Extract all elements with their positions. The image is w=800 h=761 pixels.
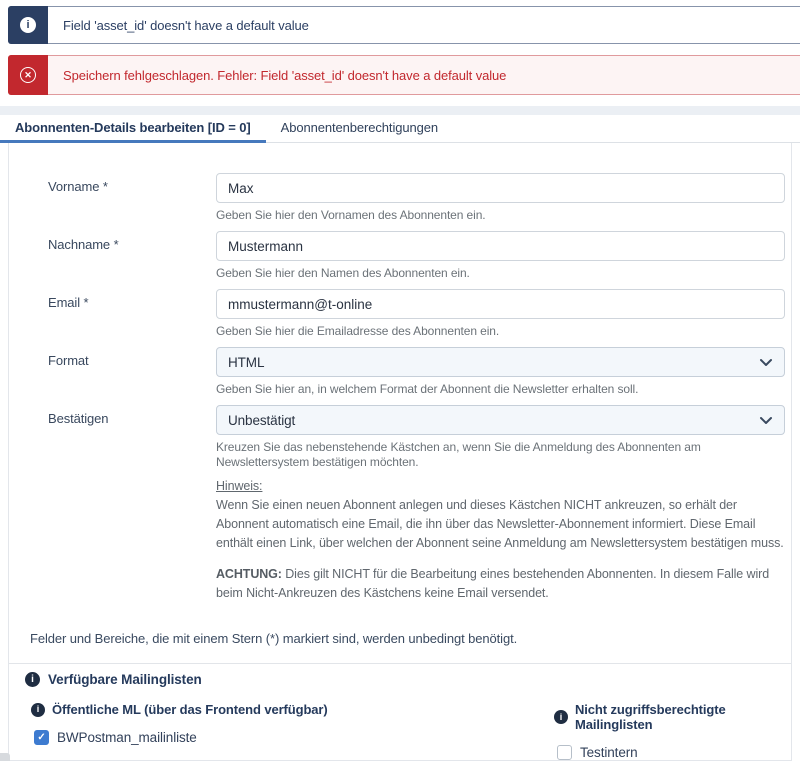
info-icon: i	[554, 710, 568, 724]
info-alert-message: Field 'asset_id' doesn't have a default value	[63, 17, 309, 33]
info-icon: i	[31, 703, 45, 717]
chevron-down-icon	[759, 356, 773, 369]
bestaetigen-label: Bestätigen	[48, 411, 109, 426]
testintern-label: Testintern	[580, 745, 638, 760]
chevron-down-icon	[759, 414, 773, 427]
nachname-help: Geben Sie hier den Namen des Abonnenten ein.	[216, 266, 470, 280]
info-alert	[8, 6, 800, 44]
restricted-mailinglists-header: Nicht zugriffsberechtigte Mailinglisten	[575, 702, 726, 732]
mailinglists-section	[9, 664, 791, 760]
subscriber-form-panel	[8, 143, 792, 761]
hint-warning	[216, 565, 785, 603]
bestaetigen-help: Kreuzen Sie das nebenstehende Kästchen an, wenn Sie die Anmeldung des Abonnenten am Newslettersystem bestätigen möchten.	[216, 440, 701, 469]
email-label: Email *	[48, 295, 89, 310]
tab-bar	[0, 115, 800, 143]
hint-warning-label: ACHTUNG:	[216, 567, 282, 581]
form-row-vorname	[9, 173, 791, 223]
public-mailinglists-column	[31, 702, 554, 760]
vorname-help: Geben Sie hier den Vornamen des Abonnenten ein.	[216, 208, 486, 222]
error-alert-iconbox	[8, 55, 48, 95]
info-circle-icon: i	[20, 17, 36, 33]
list-item	[31, 730, 554, 745]
format-select-value: HTML	[228, 354, 265, 370]
form-row-format	[9, 347, 791, 397]
restricted-mailinglists-column	[554, 702, 785, 760]
bestaetigen-select-value: Unbestätigt	[228, 412, 296, 428]
vorname-label: Vorname *	[48, 179, 108, 194]
page-background-band	[0, 106, 800, 115]
hint-title: Hinweis:	[216, 479, 263, 493]
hint-body: Wenn Sie einen neuen Abonnent anlegen und dieses Kästchen NICHT ankreuzen, so erhält der Abonnent automatisch eine Email, die ihn über das Newsletter-Abonnement informiert. Diese Email enthält einen Link, über welchen der Abonnent seine Anmeldung am Newslettersystem bestätigen muss.	[216, 498, 784, 550]
bestaetigen-select[interactable]	[216, 405, 785, 435]
error-alert	[8, 55, 800, 95]
bottom-left-artifact	[0, 753, 10, 761]
testintern-checkbox[interactable]	[557, 745, 572, 760]
public-mailinglists-header: Öffentliche ML (über das Frontend verfügbar)	[52, 702, 328, 717]
format-label: Format	[48, 353, 89, 368]
form-row-bestaetigen	[9, 405, 791, 603]
nachname-label: Nachname *	[48, 237, 119, 252]
vorname-input[interactable]	[216, 173, 785, 203]
mailinglists-section-title: Verfügbare Mailinglisten	[48, 672, 202, 687]
email-help: Geben Sie hier die Emailadresse des Abonnenten ein.	[216, 324, 500, 338]
bwpostman-mailinliste-checkbox[interactable]: ✓	[34, 730, 49, 745]
nachname-input[interactable]	[216, 231, 785, 261]
email-field[interactable]	[216, 289, 785, 319]
tab-subscriber-details[interactable]: Abonnenten-Details bearbeiten [ID = 0]	[0, 115, 266, 143]
info-icon: i	[25, 672, 40, 687]
bwpostman-mailinliste-label: BWPostman_mailinliste	[57, 730, 197, 745]
form-row-email	[9, 289, 791, 339]
list-item	[554, 745, 785, 760]
format-help: Geben Sie hier an, in welchem Format der Abonnent die Newsletter erhalten soll.	[216, 382, 639, 396]
hint-warning-body: Dies gilt NICHT für die Bearbeitung eines bestehenden Abonnenten. In diesem Falle wird beim Nicht-Ankreuzen des Kästchens keine Email versendet.	[216, 567, 770, 600]
form-row-nachname	[9, 231, 791, 281]
error-alert-message: Speichern fehlgeschlagen. Fehler: Field 'asset_id' doesn't have a default value	[63, 67, 507, 83]
times-circle-icon: ✕	[20, 67, 36, 83]
format-select[interactable]	[216, 347, 785, 377]
hint-block	[216, 477, 785, 603]
tab-subscriber-permissions[interactable]: Abonnentenberechtigungen	[280, 120, 439, 135]
info-alert-iconbox	[8, 6, 48, 44]
required-fields-note: Felder und Bereiche, die mit einem Stern (*) markiert sind, werden unbedingt benötigt.	[30, 631, 518, 646]
